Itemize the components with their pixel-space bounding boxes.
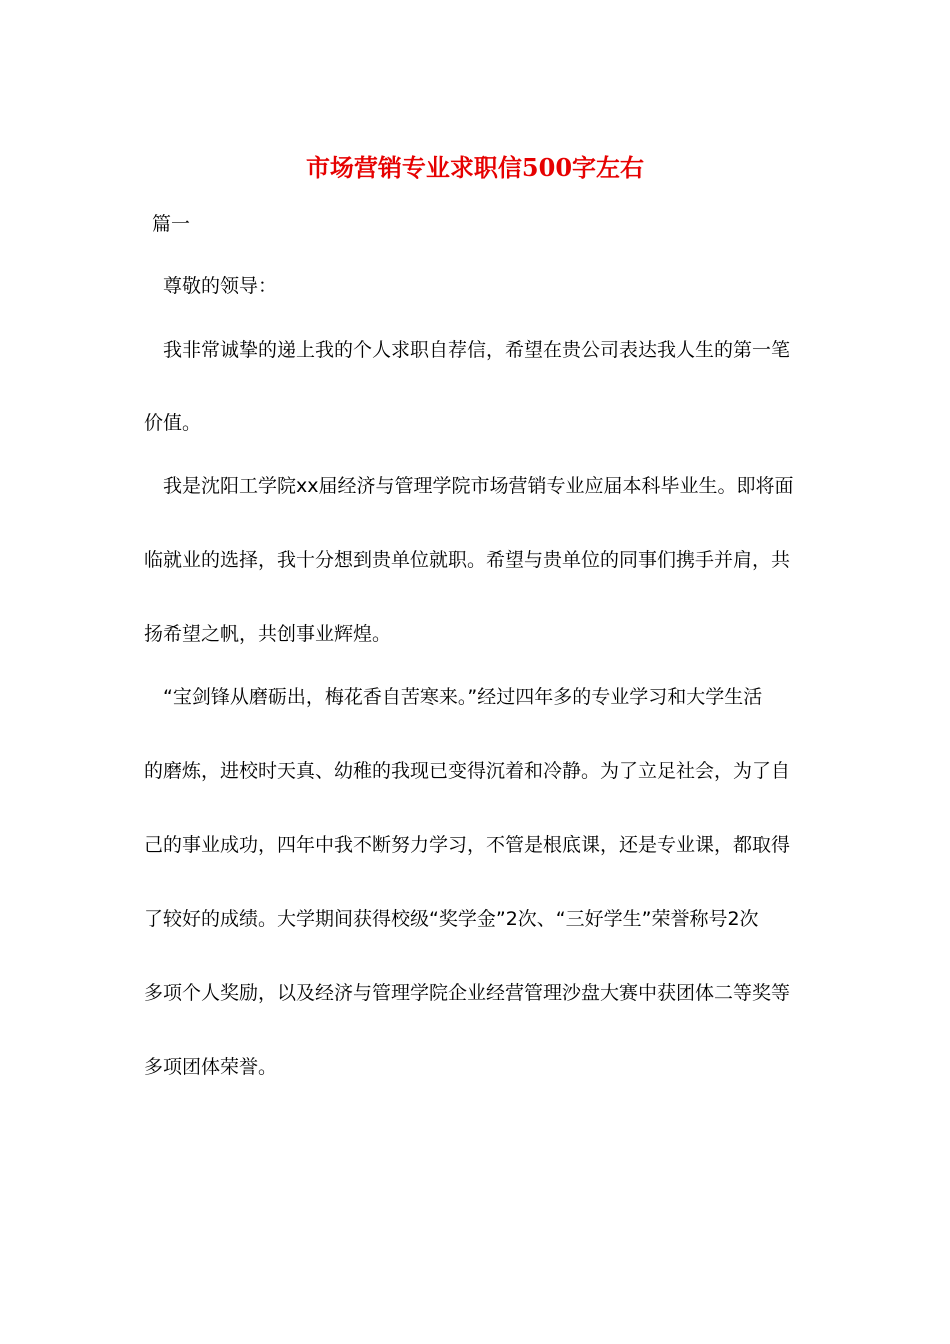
body-line: 多项个人奖励，以及经济与管理学院企业经营管理沙盘大赛中获团体二等奖等	[144, 982, 791, 1004]
body-line: “宝剑锋从磨砺出，梅花香自苦寒来。”经过四年多的专业学习和大学生活	[144, 686, 763, 708]
body-line: 了较好的成绩。大学期间获得校级“奖学金”2次、“三好学生”荣誉称号2次	[144, 908, 759, 930]
body-line: 价值。	[144, 412, 202, 434]
body-line: 扬希望之帆，共创事业辉煌。	[144, 623, 392, 645]
body-line: 临就业的选择，我十分想到贵单位就职。希望与贵单位的同事们携手并肩，共	[144, 549, 791, 571]
body-line: 的磨炼，进校时天真、幼稚的我现已变得沉着和冷静。为了立足社会，为了自	[144, 760, 791, 782]
body-line: 我是沈阳工学院xx届经济与管理学院市场营销专业应届本科毕业生。即将面	[144, 475, 794, 497]
body-line: 我非常诚挚的递上我的个人求职自荐信，希望在贵公司表达我人生的第一笔	[144, 339, 791, 361]
document-title: 市场营销专业求职信500字左右	[305, 153, 645, 182]
section-heading: 篇一	[152, 213, 191, 235]
salutation: 尊敬的领导：	[163, 275, 278, 297]
body-line: 己的事业成功，四年中我不断努力学习，不管是根底课，还是专业课，都取得	[144, 834, 791, 856]
body-line: 多项团体荣誉。	[144, 1056, 278, 1078]
